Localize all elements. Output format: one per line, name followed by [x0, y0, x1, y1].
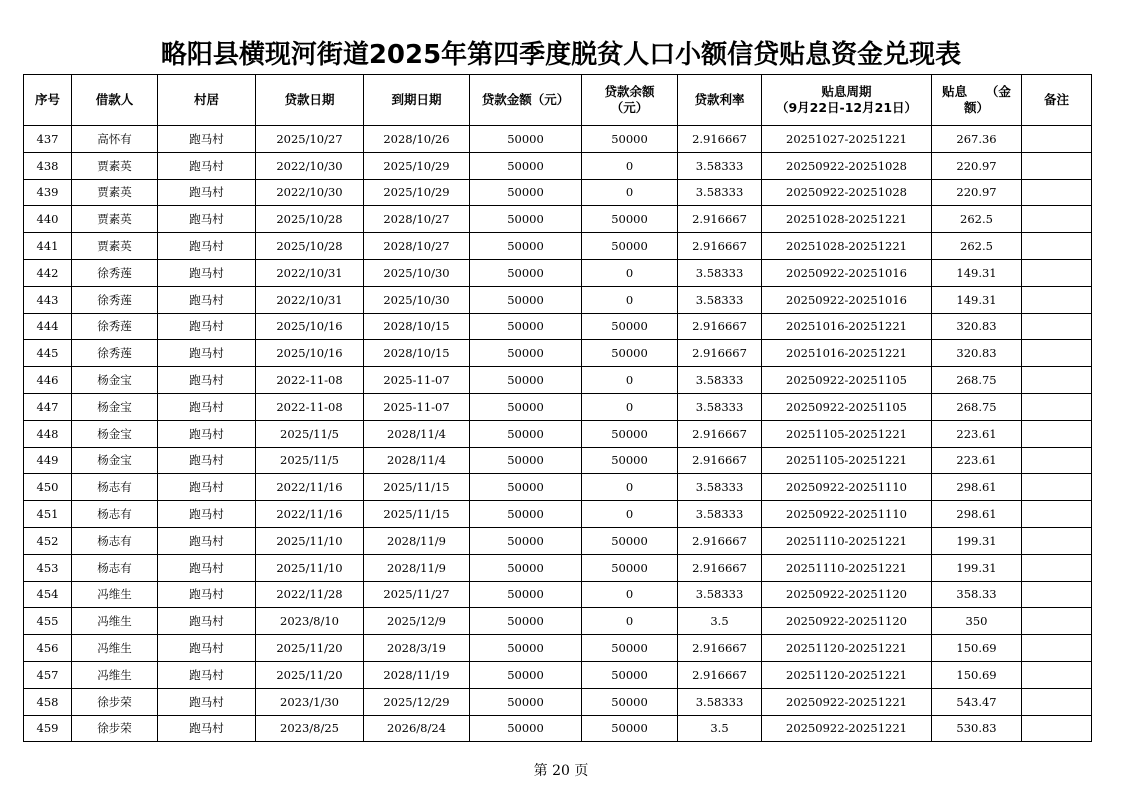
col-header-subsidy-line1: 贴息 （金: [942, 84, 1011, 99]
cell-amount: 50000: [470, 527, 582, 554]
cell-subsidy: 199.31: [932, 527, 1022, 554]
cell-subsidy: 223.61: [932, 420, 1022, 447]
table-row: [24, 554, 1092, 581]
cell-seq: 453: [24, 554, 72, 581]
cell-remark: [1022, 688, 1092, 715]
cell-due-date: 2028/11/4: [364, 420, 470, 447]
cell-loan-date: 2023/1/30: [256, 688, 364, 715]
cell-balance: 0: [582, 367, 678, 394]
table-row: [24, 501, 1092, 528]
cell-rate: 2.916667: [678, 126, 762, 153]
cell-remark: [1022, 286, 1092, 313]
cell-rate: 3.58333: [678, 393, 762, 420]
cell-village: 跑马村: [158, 152, 256, 179]
cell-remark: [1022, 340, 1092, 367]
cell-due-date: 2028/11/4: [364, 447, 470, 474]
cell-rate: 3.58333: [678, 474, 762, 501]
cell-rate: 3.58333: [678, 501, 762, 528]
cell-loan-date: 2023/8/25: [256, 715, 364, 742]
cell-remark: [1022, 233, 1092, 260]
cell-seq: 452: [24, 527, 72, 554]
cell-borrower: 冯维生: [72, 635, 158, 662]
cell-due-date: 2025-11-07: [364, 393, 470, 420]
cell-loan-date: 2022/10/31: [256, 286, 364, 313]
col-header-amount: 贷款金额（元）: [470, 75, 582, 126]
cell-due-date: 2025/11/27: [364, 581, 470, 608]
cell-due-date: 2025/10/30: [364, 259, 470, 286]
cell-subsidy: 220.97: [932, 179, 1022, 206]
cell-period: 20251027-20251221: [762, 126, 932, 153]
cell-subsidy: 149.31: [932, 259, 1022, 286]
col-header-balance-line2: （元）: [610, 100, 649, 115]
cell-village: 跑马村: [158, 608, 256, 635]
cell-due-date: 2028/11/19: [364, 661, 470, 688]
cell-borrower: 贾素英: [72, 179, 158, 206]
cell-seq: 441: [24, 233, 72, 260]
cell-borrower: 徐步荣: [72, 715, 158, 742]
cell-due-date: 2028/11/9: [364, 554, 470, 581]
cell-due-date: 2028/11/9: [364, 527, 470, 554]
table-row: [24, 715, 1092, 742]
cell-borrower: 杨金宝: [72, 393, 158, 420]
cell-remark: [1022, 420, 1092, 447]
cell-subsidy: 150.69: [932, 635, 1022, 662]
cell-due-date: 2026/8/24: [364, 715, 470, 742]
cell-amount: 50000: [470, 447, 582, 474]
cell-seq: 451: [24, 501, 72, 528]
cell-period: 20251120-20251221: [762, 661, 932, 688]
cell-subsidy: 320.83: [932, 340, 1022, 367]
cell-seq: 437: [24, 126, 72, 153]
cell-due-date: 2025/11/15: [364, 501, 470, 528]
cell-village: 跑马村: [158, 420, 256, 447]
header-row: [24, 75, 1092, 126]
cell-period: 20250922-20251105: [762, 393, 932, 420]
col-header-due-date: 到期日期: [364, 75, 470, 126]
cell-due-date: 2025/10/30: [364, 286, 470, 313]
page-number: 第 20 页: [533, 763, 589, 779]
cell-amount: 50000: [470, 286, 582, 313]
cell-village: 跑马村: [158, 286, 256, 313]
cell-amount: 50000: [470, 608, 582, 635]
cell-balance: 50000: [582, 554, 678, 581]
cell-borrower: 杨志有: [72, 474, 158, 501]
cell-seq: 444: [24, 313, 72, 340]
cell-village: 跑马村: [158, 447, 256, 474]
cell-seq: 440: [24, 206, 72, 233]
cell-seq: 442: [24, 259, 72, 286]
cell-subsidy: 223.61: [932, 447, 1022, 474]
table-row: [24, 661, 1092, 688]
cell-loan-date: 2023/8/10: [256, 608, 364, 635]
cell-balance: 50000: [582, 340, 678, 367]
cell-rate: 2.916667: [678, 661, 762, 688]
cell-seq: 449: [24, 447, 72, 474]
cell-amount: 50000: [470, 715, 582, 742]
cell-borrower: 杨志有: [72, 527, 158, 554]
cell-rate: 2.916667: [678, 527, 762, 554]
cell-seq: 459: [24, 715, 72, 742]
cell-rate: 2.916667: [678, 313, 762, 340]
table-row: [24, 286, 1092, 313]
cell-due-date: 2025/11/15: [364, 474, 470, 501]
cell-village: 跑马村: [158, 554, 256, 581]
cell-due-date: 2025/12/9: [364, 608, 470, 635]
cell-subsidy: 150.69: [932, 661, 1022, 688]
cell-rate: 3.58333: [678, 688, 762, 715]
cell-village: 跑马村: [158, 501, 256, 528]
cell-borrower: 杨金宝: [72, 367, 158, 394]
cell-subsidy: 267.36: [932, 126, 1022, 153]
cell-subsidy: 262.5: [932, 206, 1022, 233]
col-header-period-line1: 贴息周期: [821, 84, 872, 99]
cell-balance: 0: [582, 474, 678, 501]
cell-remark: [1022, 661, 1092, 688]
cell-period: 20250922-20251028: [762, 179, 932, 206]
cell-rate: 3.58333: [678, 179, 762, 206]
col-header-borrower: 借款人: [72, 75, 158, 126]
cell-balance: 50000: [582, 715, 678, 742]
cell-amount: 50000: [470, 126, 582, 153]
cell-period: 20251016-20251221: [762, 313, 932, 340]
cell-remark: [1022, 635, 1092, 662]
cell-loan-date: 2025/11/10: [256, 527, 364, 554]
cell-period: 20251120-20251221: [762, 635, 932, 662]
cell-subsidy: 530.83: [932, 715, 1022, 742]
cell-subsidy: 298.61: [932, 474, 1022, 501]
cell-remark: [1022, 447, 1092, 474]
cell-loan-date: 2022-11-08: [256, 393, 364, 420]
cell-subsidy: 320.83: [932, 313, 1022, 340]
cell-seq: 445: [24, 340, 72, 367]
cell-remark: [1022, 152, 1092, 179]
cell-balance: 0: [582, 608, 678, 635]
col-header-balance-line1: 贷款余额: [604, 84, 655, 99]
cell-seq: 457: [24, 661, 72, 688]
cell-loan-date: 2022/11/16: [256, 501, 364, 528]
cell-period: 20250922-20251016: [762, 259, 932, 286]
cell-borrower: 贾素英: [72, 233, 158, 260]
table-row: [24, 608, 1092, 635]
cell-period: 20251110-20251221: [762, 554, 932, 581]
cell-seq: 439: [24, 179, 72, 206]
table-row: [24, 367, 1092, 394]
cell-subsidy: 268.75: [932, 393, 1022, 420]
table-row: [24, 393, 1092, 420]
cell-remark: [1022, 126, 1092, 153]
cell-seq: 447: [24, 393, 72, 420]
cell-loan-date: 2025/11/20: [256, 635, 364, 662]
cell-subsidy: 268.75: [932, 367, 1022, 394]
cell-seq: 454: [24, 581, 72, 608]
col-header-subsidy-line2: 额）: [963, 100, 989, 115]
cell-remark: [1022, 581, 1092, 608]
table-row: [24, 340, 1092, 367]
cell-period: 20251016-20251221: [762, 340, 932, 367]
cell-rate: 2.916667: [678, 340, 762, 367]
cell-seq: 443: [24, 286, 72, 313]
cell-loan-date: 2025/10/28: [256, 206, 364, 233]
cell-borrower: 杨金宝: [72, 447, 158, 474]
cell-period: 20251105-20251221: [762, 420, 932, 447]
cell-borrower: 冯维生: [72, 661, 158, 688]
cell-village: 跑马村: [158, 635, 256, 662]
cell-seq: 448: [24, 420, 72, 447]
cell-loan-date: 2025/11/5: [256, 420, 364, 447]
cell-borrower: 徐秀莲: [72, 340, 158, 367]
cell-due-date: 2028/10/15: [364, 313, 470, 340]
cell-village: 跑马村: [158, 367, 256, 394]
cell-rate: 3.58333: [678, 259, 762, 286]
cell-subsidy: 220.97: [932, 152, 1022, 179]
cell-amount: 50000: [470, 501, 582, 528]
table-row: [24, 527, 1092, 554]
cell-balance: 0: [582, 393, 678, 420]
cell-subsidy: 199.31: [932, 554, 1022, 581]
cell-loan-date: 2025/10/16: [256, 340, 364, 367]
col-header-balance: [582, 75, 678, 126]
cell-amount: 50000: [470, 313, 582, 340]
cell-borrower: 冯维生: [72, 581, 158, 608]
cell-balance: 50000: [582, 420, 678, 447]
cell-remark: [1022, 474, 1092, 501]
cell-borrower: 杨金宝: [72, 420, 158, 447]
cell-balance: 50000: [582, 661, 678, 688]
subsidy-table: [23, 74, 1092, 742]
cell-period: 20250922-20251221: [762, 688, 932, 715]
cell-amount: 50000: [470, 233, 582, 260]
cell-period: 20250922-20251221: [762, 715, 932, 742]
cell-loan-date: 2022/10/30: [256, 152, 364, 179]
table-row: [24, 447, 1092, 474]
cell-balance: 50000: [582, 233, 678, 260]
col-header-rate: 贷款利率: [678, 75, 762, 126]
cell-period: 20250922-20251110: [762, 501, 932, 528]
cell-amount: 50000: [470, 179, 582, 206]
cell-due-date: 2025/10/29: [364, 152, 470, 179]
cell-amount: 50000: [470, 367, 582, 394]
cell-loan-date: 2025/10/16: [256, 313, 364, 340]
cell-balance: 0: [582, 259, 678, 286]
cell-rate: 2.916667: [678, 635, 762, 662]
cell-period: 20250922-20251120: [762, 581, 932, 608]
cell-village: 跑马村: [158, 527, 256, 554]
table-row: [24, 474, 1092, 501]
cell-period: 20250922-20251110: [762, 474, 932, 501]
table-row: [24, 259, 1092, 286]
cell-amount: 50000: [470, 340, 582, 367]
cell-rate: 3.5: [678, 715, 762, 742]
cell-remark: [1022, 259, 1092, 286]
cell-amount: 50000: [470, 581, 582, 608]
table-row: [24, 420, 1092, 447]
cell-subsidy: 350: [932, 608, 1022, 635]
col-header-subsidy: [932, 75, 1022, 126]
cell-remark: [1022, 206, 1092, 233]
cell-borrower: 杨志有: [72, 501, 158, 528]
cell-seq: 446: [24, 367, 72, 394]
cell-rate: 2.916667: [678, 420, 762, 447]
col-header-village: 村居: [158, 75, 256, 126]
cell-balance: 50000: [582, 527, 678, 554]
cell-period: 20251028-20251221: [762, 206, 932, 233]
cell-subsidy: 262.5: [932, 233, 1022, 260]
cell-amount: 50000: [470, 635, 582, 662]
cell-amount: 50000: [470, 688, 582, 715]
cell-balance: 50000: [582, 313, 678, 340]
cell-village: 跑马村: [158, 179, 256, 206]
cell-loan-date: 2025/11/10: [256, 554, 364, 581]
cell-remark: [1022, 608, 1092, 635]
document-title: 略阳县横现河街道2025年第四季度脱贫人口小额信贷贴息资金兑现表: [160, 40, 962, 70]
cell-village: 跑马村: [158, 581, 256, 608]
cell-balance: 50000: [582, 126, 678, 153]
cell-remark: [1022, 393, 1092, 420]
cell-rate: 3.58333: [678, 152, 762, 179]
cell-due-date: 2025/12/29: [364, 688, 470, 715]
cell-rate: 3.5: [678, 608, 762, 635]
cell-balance: 0: [582, 152, 678, 179]
cell-rate: 2.916667: [678, 233, 762, 260]
cell-borrower: 冯维生: [72, 608, 158, 635]
cell-period: 20250922-20251120: [762, 608, 932, 635]
table-row: [24, 126, 1092, 153]
cell-village: 跑马村: [158, 474, 256, 501]
cell-rate: 3.58333: [678, 581, 762, 608]
cell-remark: [1022, 179, 1092, 206]
cell-remark: [1022, 501, 1092, 528]
col-header-seq: 序号: [24, 75, 72, 126]
cell-borrower: 徐秀莲: [72, 313, 158, 340]
table-row: [24, 206, 1092, 233]
cell-loan-date: 2022/11/28: [256, 581, 364, 608]
cell-village: 跑马村: [158, 688, 256, 715]
cell-loan-date: 2025/10/28: [256, 233, 364, 260]
cell-amount: 50000: [470, 554, 582, 581]
cell-village: 跑马村: [158, 126, 256, 153]
cell-borrower: 杨志有: [72, 554, 158, 581]
cell-balance: 0: [582, 501, 678, 528]
cell-amount: 50000: [470, 259, 582, 286]
cell-subsidy: 358.33: [932, 581, 1022, 608]
cell-seq: 455: [24, 608, 72, 635]
cell-amount: 50000: [470, 661, 582, 688]
cell-due-date: 2028/10/27: [364, 206, 470, 233]
table-row: [24, 233, 1092, 260]
cell-village: 跑马村: [158, 206, 256, 233]
cell-loan-date: 2025/11/5: [256, 447, 364, 474]
cell-amount: 50000: [470, 420, 582, 447]
cell-borrower: 徐秀莲: [72, 286, 158, 313]
cell-seq: 456: [24, 635, 72, 662]
table-row: [24, 688, 1092, 715]
cell-rate: 2.916667: [678, 447, 762, 474]
cell-seq: 450: [24, 474, 72, 501]
cell-seq: 438: [24, 152, 72, 179]
cell-period: 20251028-20251221: [762, 233, 932, 260]
col-header-period-line2: （9月22日-12月21日）: [775, 100, 918, 115]
cell-rate: 2.916667: [678, 554, 762, 581]
cell-remark: [1022, 527, 1092, 554]
cell-due-date: 2028/10/27: [364, 233, 470, 260]
table-row: [24, 313, 1092, 340]
cell-balance: 0: [582, 179, 678, 206]
cell-borrower: 贾素英: [72, 206, 158, 233]
cell-amount: 50000: [470, 206, 582, 233]
cell-amount: 50000: [470, 393, 582, 420]
cell-village: 跑马村: [158, 393, 256, 420]
table-row: [24, 581, 1092, 608]
cell-due-date: 2028/10/26: [364, 126, 470, 153]
cell-village: 跑马村: [158, 661, 256, 688]
cell-amount: 50000: [470, 152, 582, 179]
cell-due-date: 2025/10/29: [364, 179, 470, 206]
cell-subsidy: 149.31: [932, 286, 1022, 313]
table-row: [24, 635, 1092, 662]
cell-period: 20250922-20251028: [762, 152, 932, 179]
cell-borrower: 高怀有: [72, 126, 158, 153]
cell-borrower: 徐秀莲: [72, 259, 158, 286]
cell-remark: [1022, 554, 1092, 581]
cell-rate: 3.58333: [678, 286, 762, 313]
cell-period: 20251105-20251221: [762, 447, 932, 474]
col-header-period: [762, 75, 932, 126]
cell-loan-date: 2022/10/31: [256, 259, 364, 286]
col-header-remark: 备注: [1022, 75, 1092, 126]
cell-subsidy: 543.47: [932, 688, 1022, 715]
cell-loan-date: 2022-11-08: [256, 367, 364, 394]
cell-amount: 50000: [470, 474, 582, 501]
cell-due-date: 2028/10/15: [364, 340, 470, 367]
cell-village: 跑马村: [158, 340, 256, 367]
cell-loan-date: 2022/10/30: [256, 179, 364, 206]
cell-loan-date: 2025/10/27: [256, 126, 364, 153]
cell-due-date: 2025-11-07: [364, 367, 470, 394]
cell-subsidy: 298.61: [932, 501, 1022, 528]
cell-balance: 0: [582, 286, 678, 313]
cell-remark: [1022, 313, 1092, 340]
cell-village: 跑马村: [158, 715, 256, 742]
cell-village: 跑马村: [158, 233, 256, 260]
cell-due-date: 2028/3/19: [364, 635, 470, 662]
table-row: [24, 152, 1092, 179]
cell-period: 20251110-20251221: [762, 527, 932, 554]
cell-balance: 0: [582, 581, 678, 608]
cell-borrower: 徐步荣: [72, 688, 158, 715]
cell-borrower: 贾素英: [72, 152, 158, 179]
cell-remark: [1022, 367, 1092, 394]
cell-village: 跑马村: [158, 259, 256, 286]
cell-village: 跑马村: [158, 313, 256, 340]
cell-rate: 3.58333: [678, 367, 762, 394]
table-row: [24, 179, 1092, 206]
cell-balance: 50000: [582, 688, 678, 715]
cell-balance: 50000: [582, 206, 678, 233]
cell-seq: 458: [24, 688, 72, 715]
cell-balance: 50000: [582, 447, 678, 474]
table-body: [24, 126, 1092, 742]
cell-loan-date: 2025/11/20: [256, 661, 364, 688]
cell-loan-date: 2022/11/16: [256, 474, 364, 501]
cell-period: 20250922-20251016: [762, 286, 932, 313]
cell-remark: [1022, 715, 1092, 742]
cell-rate: 2.916667: [678, 206, 762, 233]
cell-period: 20250922-20251105: [762, 367, 932, 394]
col-header-loan-date: 贷款日期: [256, 75, 364, 126]
cell-balance: 50000: [582, 635, 678, 662]
